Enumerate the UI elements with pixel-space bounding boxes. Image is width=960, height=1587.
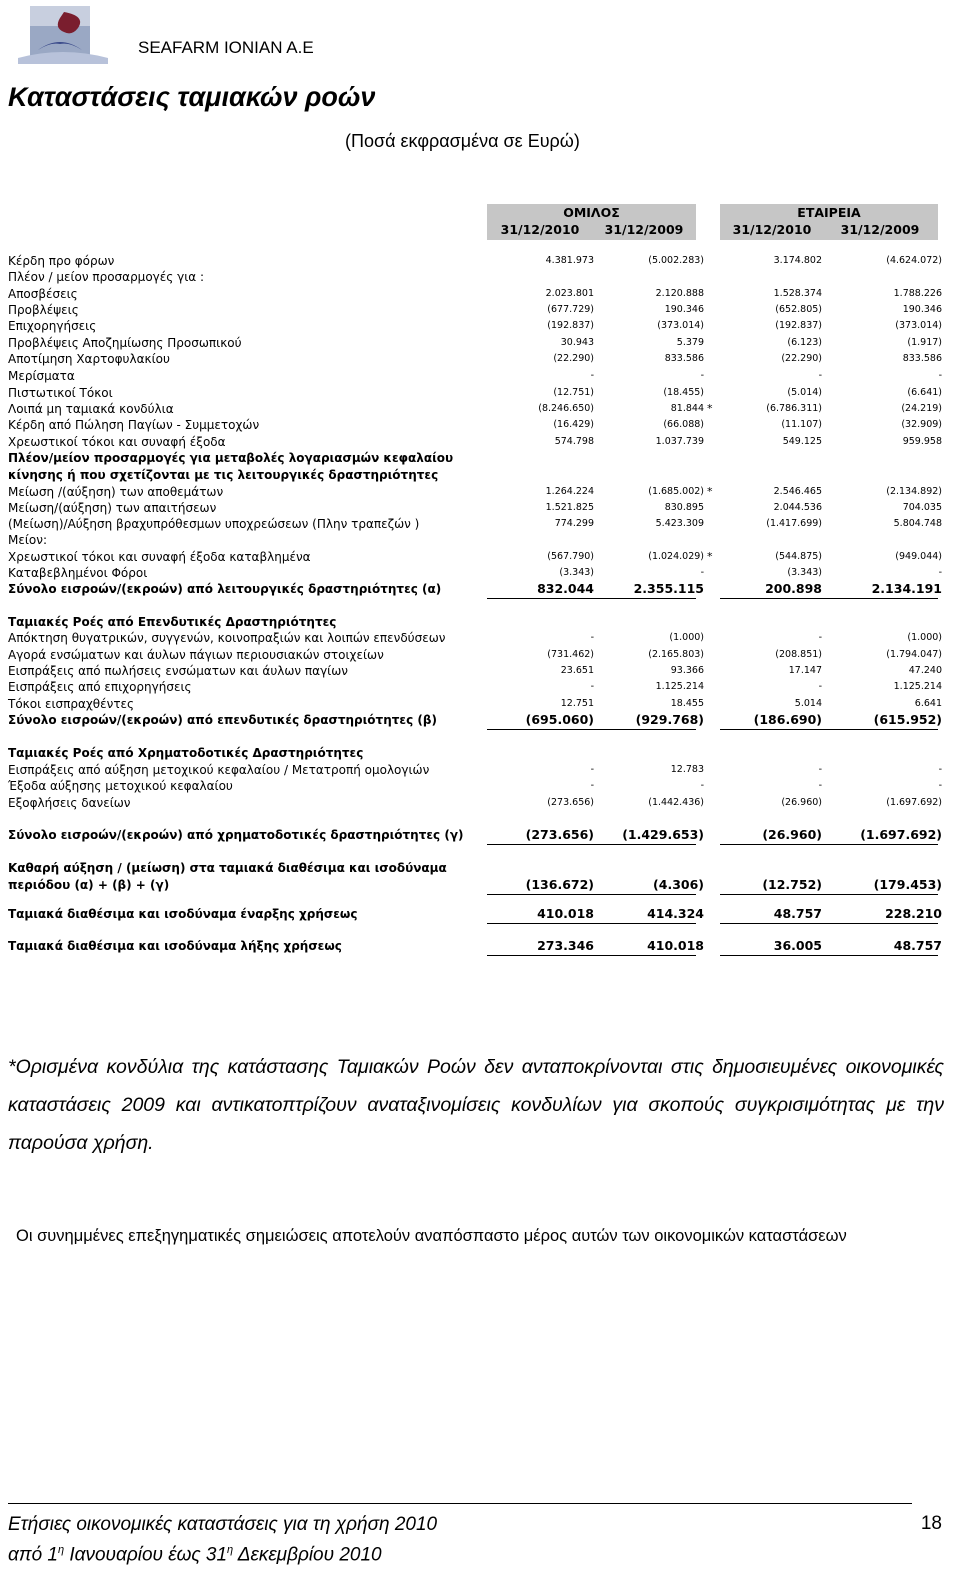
page-number: 18: [920, 1513, 942, 1534]
row-value: -: [700, 567, 704, 578]
total-underline: [720, 844, 938, 845]
total-underline: [487, 598, 696, 599]
row-label: Ταμιακά διαθέσιμα και ισοδύναμα λήξης χρήσεως: [8, 939, 342, 953]
row-label: περιόδου (α) + (β) + (γ): [8, 878, 170, 892]
row-value: 574.798: [554, 436, 594, 447]
row-value: 832.044: [537, 581, 594, 596]
attached-notes-statement: Οι συνημμένες επεξηγηματικές σημειώσεις αποτελούν αναπόσπαστο μέρος αυτών των οικονομικών καταστάσεων: [16, 1227, 847, 1245]
row-value: (6.786.311): [766, 403, 822, 414]
table-row: [0, 269, 960, 285]
row-value: 200.898: [765, 581, 822, 596]
row-value: (567.790): [547, 551, 594, 562]
row-value: -: [818, 370, 822, 381]
row-label: Πιστωτικοί Τόκοι: [8, 386, 113, 400]
footer-rule: [8, 1503, 912, 1504]
row-value: (11.107): [781, 419, 822, 430]
row-value: -: [590, 780, 594, 791]
table-row: [0, 434, 960, 450]
company-year-2009: 31/12/2009: [840, 222, 920, 237]
row-value: (1.024.029): [648, 551, 704, 562]
row-value: (2.134.892): [886, 486, 942, 497]
row-value: 833.586: [664, 353, 704, 364]
row-value: 1.521.825: [545, 502, 594, 513]
table-row: [0, 906, 960, 922]
row-value: (192.837): [547, 320, 594, 331]
table-row: [0, 385, 960, 401]
row-label: Απόκτηση θυγατρικών, συγγενών, κοινοπραξιών και λοιπών επενδύσεων: [8, 631, 446, 645]
table-row: [0, 417, 960, 433]
row-value: (3.343): [559, 567, 594, 578]
row-value: (136.672): [525, 877, 594, 892]
row-value: 414.324: [647, 906, 704, 921]
row-value: (8.246.650): [538, 403, 594, 414]
table-row: [0, 679, 960, 695]
row-value: (1.417.699): [766, 518, 822, 529]
row-label: Εξοφλήσεις δανείων: [8, 796, 131, 810]
row-value: -: [590, 764, 594, 775]
row-value: 2.134.191: [871, 581, 942, 596]
row-value: 36.005: [773, 938, 822, 953]
row-value: (22.290): [553, 353, 594, 364]
row-value: 47.240: [908, 665, 942, 676]
row-value: (4.624.072): [886, 255, 942, 266]
row-value: 549.125: [782, 436, 822, 447]
row-value: 5.379: [676, 337, 704, 348]
row-value: (26.960): [762, 827, 822, 842]
group-year-2009: 31/12/2009: [604, 222, 684, 237]
row-value: 1.125.214: [655, 681, 704, 692]
row-label: Καθαρή αύξηση / (μείωση) στα ταμιακά διαθέσιμα και ισοδύναμα: [8, 861, 447, 875]
row-value: (2.165.803): [648, 649, 704, 660]
row-value: 190.346: [902, 304, 942, 315]
row-value: (273.656): [547, 797, 594, 808]
row-value: (677.729): [547, 304, 594, 315]
table-row: [0, 286, 960, 302]
table-row: [0, 860, 960, 876]
table-row: [0, 549, 960, 565]
row-value: 2.044.536: [773, 502, 822, 513]
row-value: (4.306): [653, 877, 704, 892]
row-value: (16.429): [553, 419, 594, 430]
table-row: [0, 630, 960, 646]
row-value: 30.943: [560, 337, 594, 348]
group-year-2010: 31/12/2010: [500, 222, 580, 237]
row-label: Πλέον/μείον προσαρμογές για μεταβολές λογαριασμών κεφαλαίου: [8, 451, 454, 465]
row-value: -: [938, 780, 942, 791]
row-value: -: [938, 764, 942, 775]
row-label: Αποσβέσεις: [8, 287, 78, 301]
row-value: -: [590, 370, 594, 381]
row-value: -: [938, 567, 942, 578]
table-row: [0, 351, 960, 367]
row-label: Ταμιακές Ροές από Χρηματοδοτικές Δραστηριότητες: [8, 746, 364, 760]
row-value: 5.014: [794, 698, 822, 709]
table-row: [0, 500, 960, 516]
row-value: (949.044): [895, 551, 942, 562]
table-row: [0, 663, 960, 679]
row-label: Κέρδη από Πώληση Παγίων - Συμμετοχών: [8, 418, 260, 432]
row-value: (929.768): [635, 712, 704, 727]
company-logo: [8, 6, 118, 68]
row-label: Κέρδη προ φόρων: [8, 254, 115, 268]
table-row: [0, 745, 960, 761]
row-value: (273.656): [525, 827, 594, 842]
reclass-marker: *: [707, 485, 713, 498]
company-year-2010: 31/12/2010: [732, 222, 812, 237]
reclass-marker: *: [707, 550, 713, 563]
row-label: Πλέον / μείον προσαρμογές για :: [8, 270, 205, 284]
table-row: [0, 581, 960, 597]
page-title: Καταστάσεις ταμιακών ροών: [8, 82, 376, 112]
total-underline: [487, 729, 696, 730]
row-value: (24.219): [901, 403, 942, 414]
row-value: 17.147: [788, 665, 822, 676]
table-row: [0, 827, 960, 843]
row-value: 830.895: [664, 502, 704, 513]
row-label: Ταμιακά διαθέσιμα και ισοδύναμα έναρξης χρήσεως: [8, 907, 358, 921]
row-label: Προβλέψεις Αποζημίωσης Προσωπικού: [8, 336, 242, 350]
row-value: (12.751): [553, 387, 594, 398]
row-value: 2.023.801: [545, 288, 594, 299]
row-value: 190.346: [664, 304, 704, 315]
row-value: 1.125.214: [893, 681, 942, 692]
row-value: 228.210: [885, 906, 942, 921]
table-row: [0, 368, 960, 384]
row-label: Σύνολο εισροών/(εκροών) από χρηματοδοτικές δραστηριότητες (γ): [8, 828, 464, 842]
row-label: Λοιπά μη ταμιακά κονδύλια: [8, 402, 174, 416]
row-value: -: [818, 764, 822, 775]
table-row: [0, 335, 960, 351]
row-value: 12.751: [560, 698, 594, 709]
row-value: 410.018: [537, 906, 594, 921]
row-value: (373.014): [895, 320, 942, 331]
row-value: 5.423.309: [655, 518, 704, 529]
row-value: (12.752): [762, 877, 822, 892]
table-row: [0, 614, 960, 630]
row-value: (1.917): [907, 337, 942, 348]
table-row: [0, 253, 960, 269]
row-value: 1.037.739: [655, 436, 704, 447]
table-row: [0, 565, 960, 581]
row-label: Τόκοι εισπραχθέντες: [8, 697, 135, 711]
row-value: (5.014): [787, 387, 822, 398]
company-header: ΕΤΑΙΡΕΙΑ: [797, 205, 861, 220]
row-value: (1.429.653): [622, 827, 704, 842]
table-row: [0, 877, 960, 893]
total-underline: [487, 955, 696, 956]
row-label: Ταμιακές Ροές από Επενδυτικές Δραστηριότητες: [8, 615, 337, 629]
row-value: -: [590, 632, 594, 643]
row-value: (66.088): [663, 419, 704, 430]
row-value: 48.757: [773, 906, 822, 921]
row-value: (544.875): [775, 551, 822, 562]
row-label: Μείον:: [8, 533, 47, 547]
row-value: (373.014): [657, 320, 704, 331]
row-value: 23.651: [560, 665, 594, 676]
row-value: (208.851): [775, 649, 822, 660]
row-value: 704.035: [902, 502, 942, 513]
row-value: (186.690): [753, 712, 822, 727]
row-value: (32.909): [901, 419, 942, 430]
row-value: (1.442.436): [648, 797, 704, 808]
row-value: 774.299: [554, 518, 594, 529]
row-label: Σύνολο εισροών/(εκροών) από λειτουργικές δραστηριότητες (α): [8, 582, 442, 596]
row-value: (192.837): [775, 320, 822, 331]
row-value: -: [700, 370, 704, 381]
table-row: [0, 532, 960, 548]
row-value: 2.546.465: [773, 486, 822, 497]
row-value: (5.002.283): [648, 255, 704, 266]
row-label: Καταβεβλημένοι Φόροι: [8, 566, 148, 580]
row-label: Μείωση/(αύξηση) των απαιτήσεων: [8, 501, 217, 515]
row-value: -: [818, 780, 822, 791]
row-value: 410.018: [647, 938, 704, 953]
row-label: Σύνολο εισροών/(εκροών) από επενδυτικές δραστηριότητες (β): [8, 713, 437, 727]
row-value: (695.060): [525, 712, 594, 727]
total-underline: [487, 894, 696, 895]
reclassification-note: *Ορισμένα κονδύλια της κατάστασης Ταμιακών Ροών δεν ανταποκρίνονται στις δημοσιευμένες οικονομικές καταστάσεις 2009 και αντικατοπτρίζουν αναταξινομίσεις κονδυλίων για σκοπούς συγκρισιμότητας με την παρούσα χρήση.: [8, 1056, 944, 1154]
row-label: Εισπράξεις από επιχορηγήσεις: [8, 680, 192, 694]
row-value: 18.455: [670, 698, 704, 709]
row-value: 1.788.226: [893, 288, 942, 299]
row-label: Χρεωστικοί τόκοι και συναφή έξοδα: [8, 435, 226, 449]
row-label: Εισπράξεις από αύξηση μετοχικού κεφαλαίου / Μετατροπή ομολογιών: [8, 763, 430, 777]
total-underline: [720, 923, 938, 924]
table-row: [0, 795, 960, 811]
row-value: 273.346: [537, 938, 594, 953]
total-underline: [720, 894, 938, 895]
row-value: 93.366: [670, 665, 704, 676]
row-value: (1.697.692): [886, 797, 942, 808]
row-value: -: [700, 780, 704, 791]
row-label: Αγορά ενσώματων και άυλων πάγιων περιουσιακών στοιχείων: [8, 648, 384, 662]
table-row: [0, 467, 960, 483]
row-value: 81.844: [670, 403, 704, 414]
row-value: -: [590, 681, 594, 692]
total-underline: [487, 844, 696, 845]
table-row: [0, 516, 960, 532]
row-value: (731.462): [547, 649, 594, 660]
group-header: ΟΜΙΛΟΣ: [563, 205, 620, 220]
table-row: [0, 696, 960, 712]
row-value: 48.757: [893, 938, 942, 953]
row-label: Μείωση /(αύξηση) των αποθεμάτων: [8, 485, 224, 499]
table-row: [0, 302, 960, 318]
row-value: (3.343): [787, 567, 822, 578]
row-value: 833.586: [902, 353, 942, 364]
row-value: (652.805): [775, 304, 822, 315]
row-value: 1.528.374: [773, 288, 822, 299]
table-row: [0, 647, 960, 663]
table-row: [0, 318, 960, 334]
row-label: Μερίσματα: [8, 369, 75, 383]
row-label: Προβλέψεις: [8, 303, 79, 317]
row-value: -: [818, 632, 822, 643]
row-value: 959.958: [902, 436, 942, 447]
row-value: (1.000): [907, 632, 942, 643]
row-value: 12.783: [670, 764, 704, 775]
table-row: [0, 778, 960, 794]
row-value: 5.804.748: [893, 518, 942, 529]
total-underline: [720, 598, 938, 599]
row-label: (Μείωση)/Αύξηση βραχυπρόθεσμων υποχρεώσεων (Πλην τραπεζών ): [8, 517, 420, 531]
table-row: [0, 450, 960, 466]
reclass-marker: *: [707, 402, 713, 415]
row-value: (1.794.047): [886, 649, 942, 660]
row-value: (18.455): [663, 387, 704, 398]
row-value: (1.685.002): [648, 486, 704, 497]
table-row: [0, 484, 960, 500]
row-label: Αποτίμηση Χαρτοφυλακίου: [8, 352, 170, 366]
row-value: (26.960): [781, 797, 822, 808]
row-label: κίνησης ή που σχετίζονται με τις λειτουργικές δραστηριότητες: [8, 468, 439, 482]
row-value: 2.355.115: [633, 581, 704, 596]
row-value: (179.453): [873, 877, 942, 892]
row-label: Εισπράξεις από πωλήσεις ενσώματων και άυλων παγίων: [8, 664, 348, 678]
row-value: 4.381.973: [545, 255, 594, 266]
row-value: 2.120.888: [655, 288, 704, 299]
row-value: 6.641: [914, 698, 942, 709]
row-label: Χρεωστικοί τόκοι και συναφή έξοδα καταβλημένα: [8, 550, 311, 564]
row-value: -: [938, 370, 942, 381]
company-name: SEAFARM IONIAN A.E: [138, 38, 314, 57]
total-underline: [720, 955, 938, 956]
row-label: Επιχορηγήσεις: [8, 319, 97, 333]
total-underline: [487, 923, 696, 924]
table-row: [0, 938, 960, 954]
row-value: (6.641): [907, 387, 942, 398]
table-row: [0, 762, 960, 778]
row-value: (615.952): [873, 712, 942, 727]
row-label: Έξοδα αύξησης μετοχικού κεφαλαίου: [8, 779, 233, 793]
row-value: (22.290): [781, 353, 822, 364]
row-value: 1.264.224: [545, 486, 594, 497]
row-value: (6.123): [787, 337, 822, 348]
row-value: (1.000): [669, 632, 704, 643]
table-row: [0, 401, 960, 417]
row-value: 3.174.802: [773, 255, 822, 266]
table-row: [0, 712, 960, 728]
footer-title: Ετήσιες οικονομικές καταστάσεις για τη χρήση 2010: [8, 1514, 438, 1535]
row-value: (1.697.692): [860, 827, 942, 842]
currency-note: (Ποσά εκφρασμένα σε Ευρώ): [345, 131, 580, 151]
row-value: -: [818, 681, 822, 692]
footer-period: από $1^\eta$ Ιανουαρίου έως $31^\eta$ Δεκεμβρίου 2010: [8, 1544, 382, 1566]
total-underline: [720, 729, 938, 730]
